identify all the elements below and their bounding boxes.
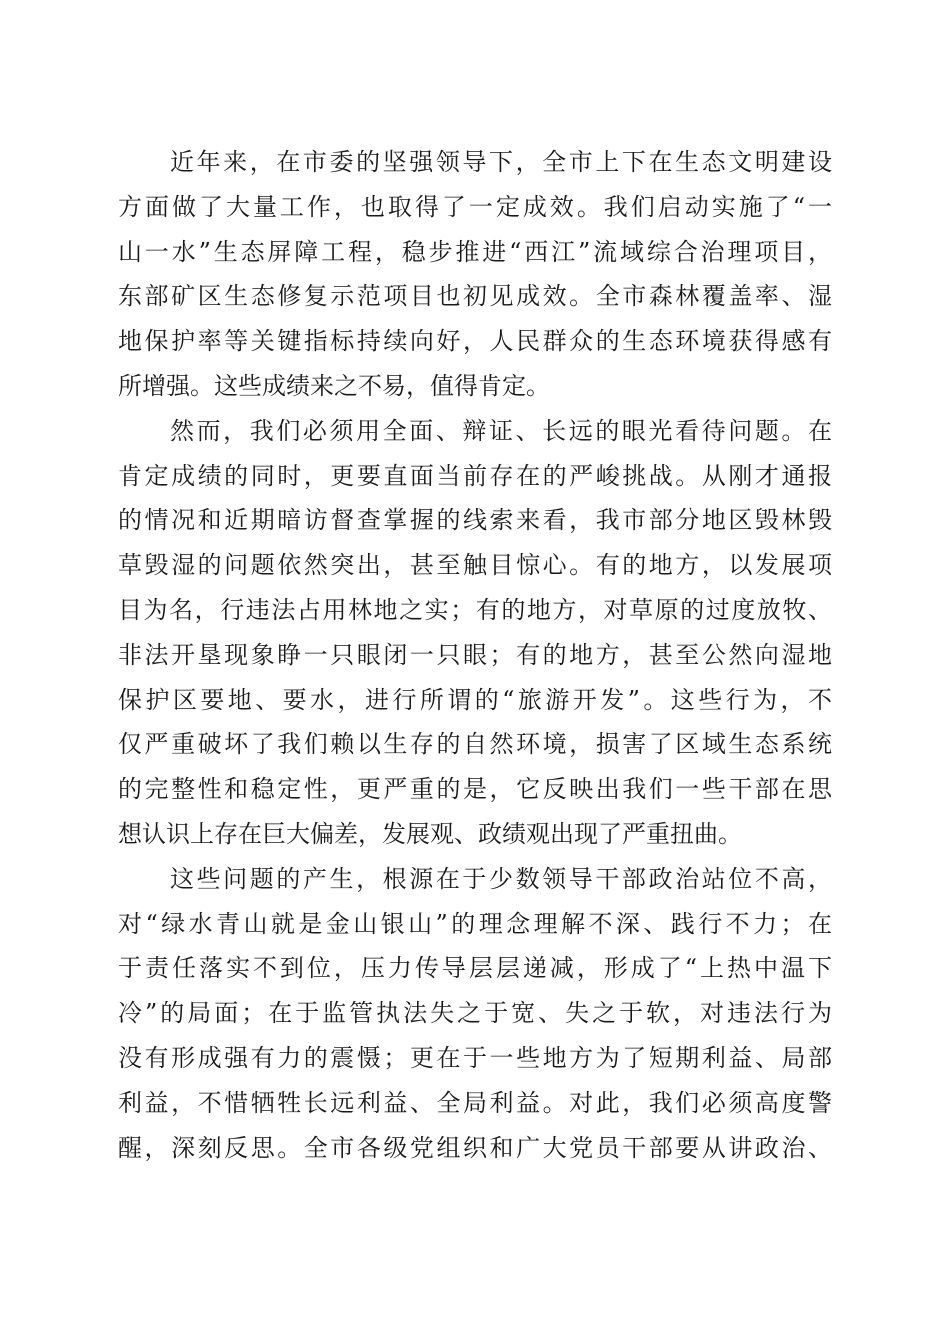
text-line: 东部矿区生态修复示范项目也初见成效。全市森林覆盖率、湿 (118, 282, 832, 311)
text-line: 然而，我们必须用全面、辩证、长远的眼光看待问题。在 (170, 416, 832, 445)
paragraph-root-causes (118, 857, 832, 1171)
text-line: 目为名，行违法占用林地之实；有的地方，对草原的过度放牧、 (118, 595, 832, 624)
text-line: 想认识上存在巨大偏差，发展观、政绩观出现了严重扭曲。 (118, 819, 742, 848)
text-line: 草毁湿的问题依然突出，甚至触目惊心。有的地方，以发展项 (118, 551, 832, 580)
text-line: 醒，深刻反思。全市各级党组织和广大党员干部要从讲政治、 (118, 1133, 832, 1162)
text-line: 利益，不惜牺牲长远利益、全局利益。对此，我们必须高度警 (118, 1088, 832, 1117)
document-body (118, 140, 832, 1170)
text-line: 非法开垦现象睁一只眼闭一只眼；有的地方，甚至公然向湿地 (118, 640, 832, 669)
text-line: 所增强。这些成绩来之不易，值得肯定。 (118, 371, 550, 400)
text-line: 对“绿水青山就是金山银山”的理念理解不深、践行不力；在 (118, 909, 832, 938)
text-line: 保护区要地、要水，进行所谓的“旅游开发”。这些行为，不 (118, 685, 832, 714)
text-line: 山一水”生态屏障工程，稳步推进“西江”流域综合治理项目， (118, 237, 832, 266)
text-line: 于责任落实不到位，压力传导层层递减，形成了“上热中温下 (118, 954, 832, 983)
paragraph-achievements (118, 140, 832, 409)
text-line: 这些问题的产生，根源在于少数领导干部政治站位不高， (170, 864, 832, 893)
text-line: 没有形成强有力的震慑；更在于一些地方为了短期利益、局部 (118, 1043, 832, 1072)
text-line: 方面做了大量工作，也取得了一定成效。我们启动实施了“一 (118, 192, 832, 221)
text-line: 肯定成绩的同时，更要直面当前存在的严峻挑战。从刚才通报 (118, 461, 832, 490)
text-line: 冷”的局面；在于监管执法失之于宽、失之于软，对违法行为 (118, 999, 832, 1028)
text-line: 近年来，在市委的坚强领导下，全市上下在生态文明建设 (170, 148, 832, 176)
paragraph-challenges (118, 409, 832, 857)
text-line: 的完整性和稳定性，更严重的是，它反映出我们一些干部在思 (118, 775, 832, 804)
text-line: 的情况和近期暗访督查掌握的线索来看，我市部分地区毁林毁 (118, 506, 832, 535)
text-line: 地保护率等关键指标持续向好，人民群众的生态环境获得感有 (118, 327, 832, 356)
text-line: 仅严重破坏了我们赖以生存的自然环境，损害了区域生态系统 (118, 730, 832, 759)
